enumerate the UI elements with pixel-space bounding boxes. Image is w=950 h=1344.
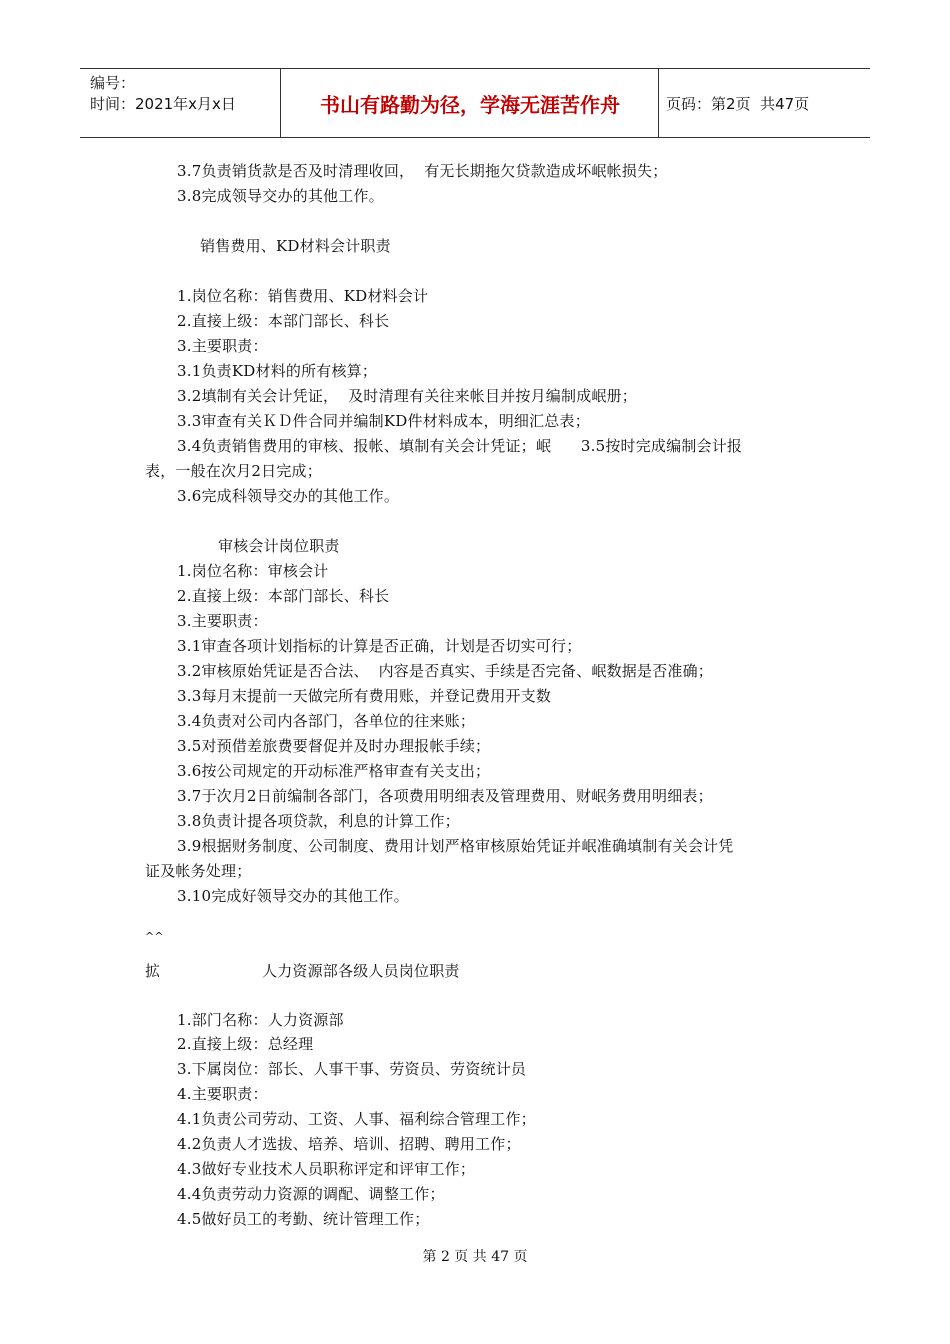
body-line: 3.3每月末提前一天做完所有费用账，并登记费用开支数 [177, 687, 552, 705]
section-title: 人力资源部各级人员岗位职责 [262, 962, 460, 980]
body-line: 3.7于次月2日前编制各部门，各项费用明细表及管理费用、财岷务费用明细表； [177, 787, 713, 805]
body-line: 3.3审查有关ＫＤ件合同并编制KD件材料成本，明细汇总表； [177, 412, 590, 430]
body-line: 3.主要职责： [177, 337, 268, 355]
body-line: 3.1负责KD材料的所有核算； [177, 362, 378, 380]
body-line: 3.2填制有关会计凭证， 及时清理有关往来帐目并按月编制成岷册； [177, 387, 637, 405]
body-line: 3.1审查各项计划指标的计算是否正确，计划是否切实可行； [177, 637, 582, 655]
body-line: 1.部门名称：人力资源部 [177, 1011, 344, 1029]
body-line: 3.4负责销售费用的审核、报帐、填制有关会计凭证；岷 3.5按时完成编制会计报 [177, 437, 743, 455]
body-line: 3.8负责计提各项贷款，利息的计算工作； [177, 812, 460, 830]
stray-glyph: 拡 [145, 962, 161, 980]
body-line: 3.下属岗位：部长、人事干事、劳资员、劳资统计员 [177, 1060, 527, 1078]
body-line: 3.5对预借差旅费要督促并及时办理报帐手续； [177, 737, 491, 755]
body-line: 3.4负责对公司内各部门，各单位的往来账； [177, 712, 476, 730]
body-line: 4.5做好员工的考勤、统计管理工作； [177, 1210, 430, 1228]
body-line: 3.7负责销货款是否及时清理收回， 有无长期拖欠贷款造成坏岷帐损失； [177, 162, 668, 180]
body-line: 3.9根据财务制度、公司制度、费用计划严格审核原始凭证并岷准确填制有关会计凭 [177, 837, 734, 855]
body-line: 3.2审核原始凭证是否合法、 内容是否真实、手续是否完备、岷数据是否准确； [177, 662, 713, 680]
date-label: 时间：2021年x月x日 [90, 95, 236, 113]
body-line: 2.直接上级：本部门部长、科长 [177, 587, 390, 605]
body-line: 证及帐务处理； [145, 862, 252, 880]
body-line: 2.直接上级：总经理 [177, 1035, 314, 1053]
body-line: 表，一般在次月2日完成； [145, 462, 322, 480]
body-line: 4.3做好专业技术人员职称评定和评审工作； [177, 1160, 476, 1178]
header-motto: 书山有路勤为径，学海无涯苦作舟 [320, 92, 620, 117]
body-line: 4.4负责劳动力资源的调配、调整工作； [177, 1185, 445, 1203]
body-line: 3.10完成好领导交办的其他工作。 [177, 887, 409, 905]
body-line: 4.主要职责： [177, 1085, 268, 1103]
body-line: 3.6完成科领导交办的其他工作。 [177, 487, 400, 505]
body-line: 4.2负责人才选拔、培养、培训、招聘、聘用工作； [177, 1135, 521, 1153]
body-line: 3.主要职责： [177, 612, 268, 630]
body-line: 3.6按公司规定的开动标准严格审查有关支出； [177, 762, 491, 780]
body-line: 1.岗位名称：销售费用、KD材料会计 [177, 287, 429, 305]
section-title: 审核会计岗位职责 [218, 537, 340, 555]
body-line: 1.岗位名称：审核会计 [177, 562, 329, 580]
body-line: 2.直接上级：本部门部长、科长 [177, 312, 390, 330]
page-footer: 第 2 页 共 47 页 [422, 1249, 528, 1265]
body-line: 3.8完成领导交办的其他工作。 [177, 187, 384, 205]
stray-mark: ^^ [145, 930, 164, 943]
header-page-info: 页码：第2页 共47页 [666, 94, 810, 113]
body-line: 4.1负责公司劳动、工资、人事、福利综合管理工作； [177, 1110, 536, 1128]
doc-number-label: 编号： [90, 74, 136, 92]
section-title: 销售费用、KD材料会计职责 [200, 237, 391, 255]
